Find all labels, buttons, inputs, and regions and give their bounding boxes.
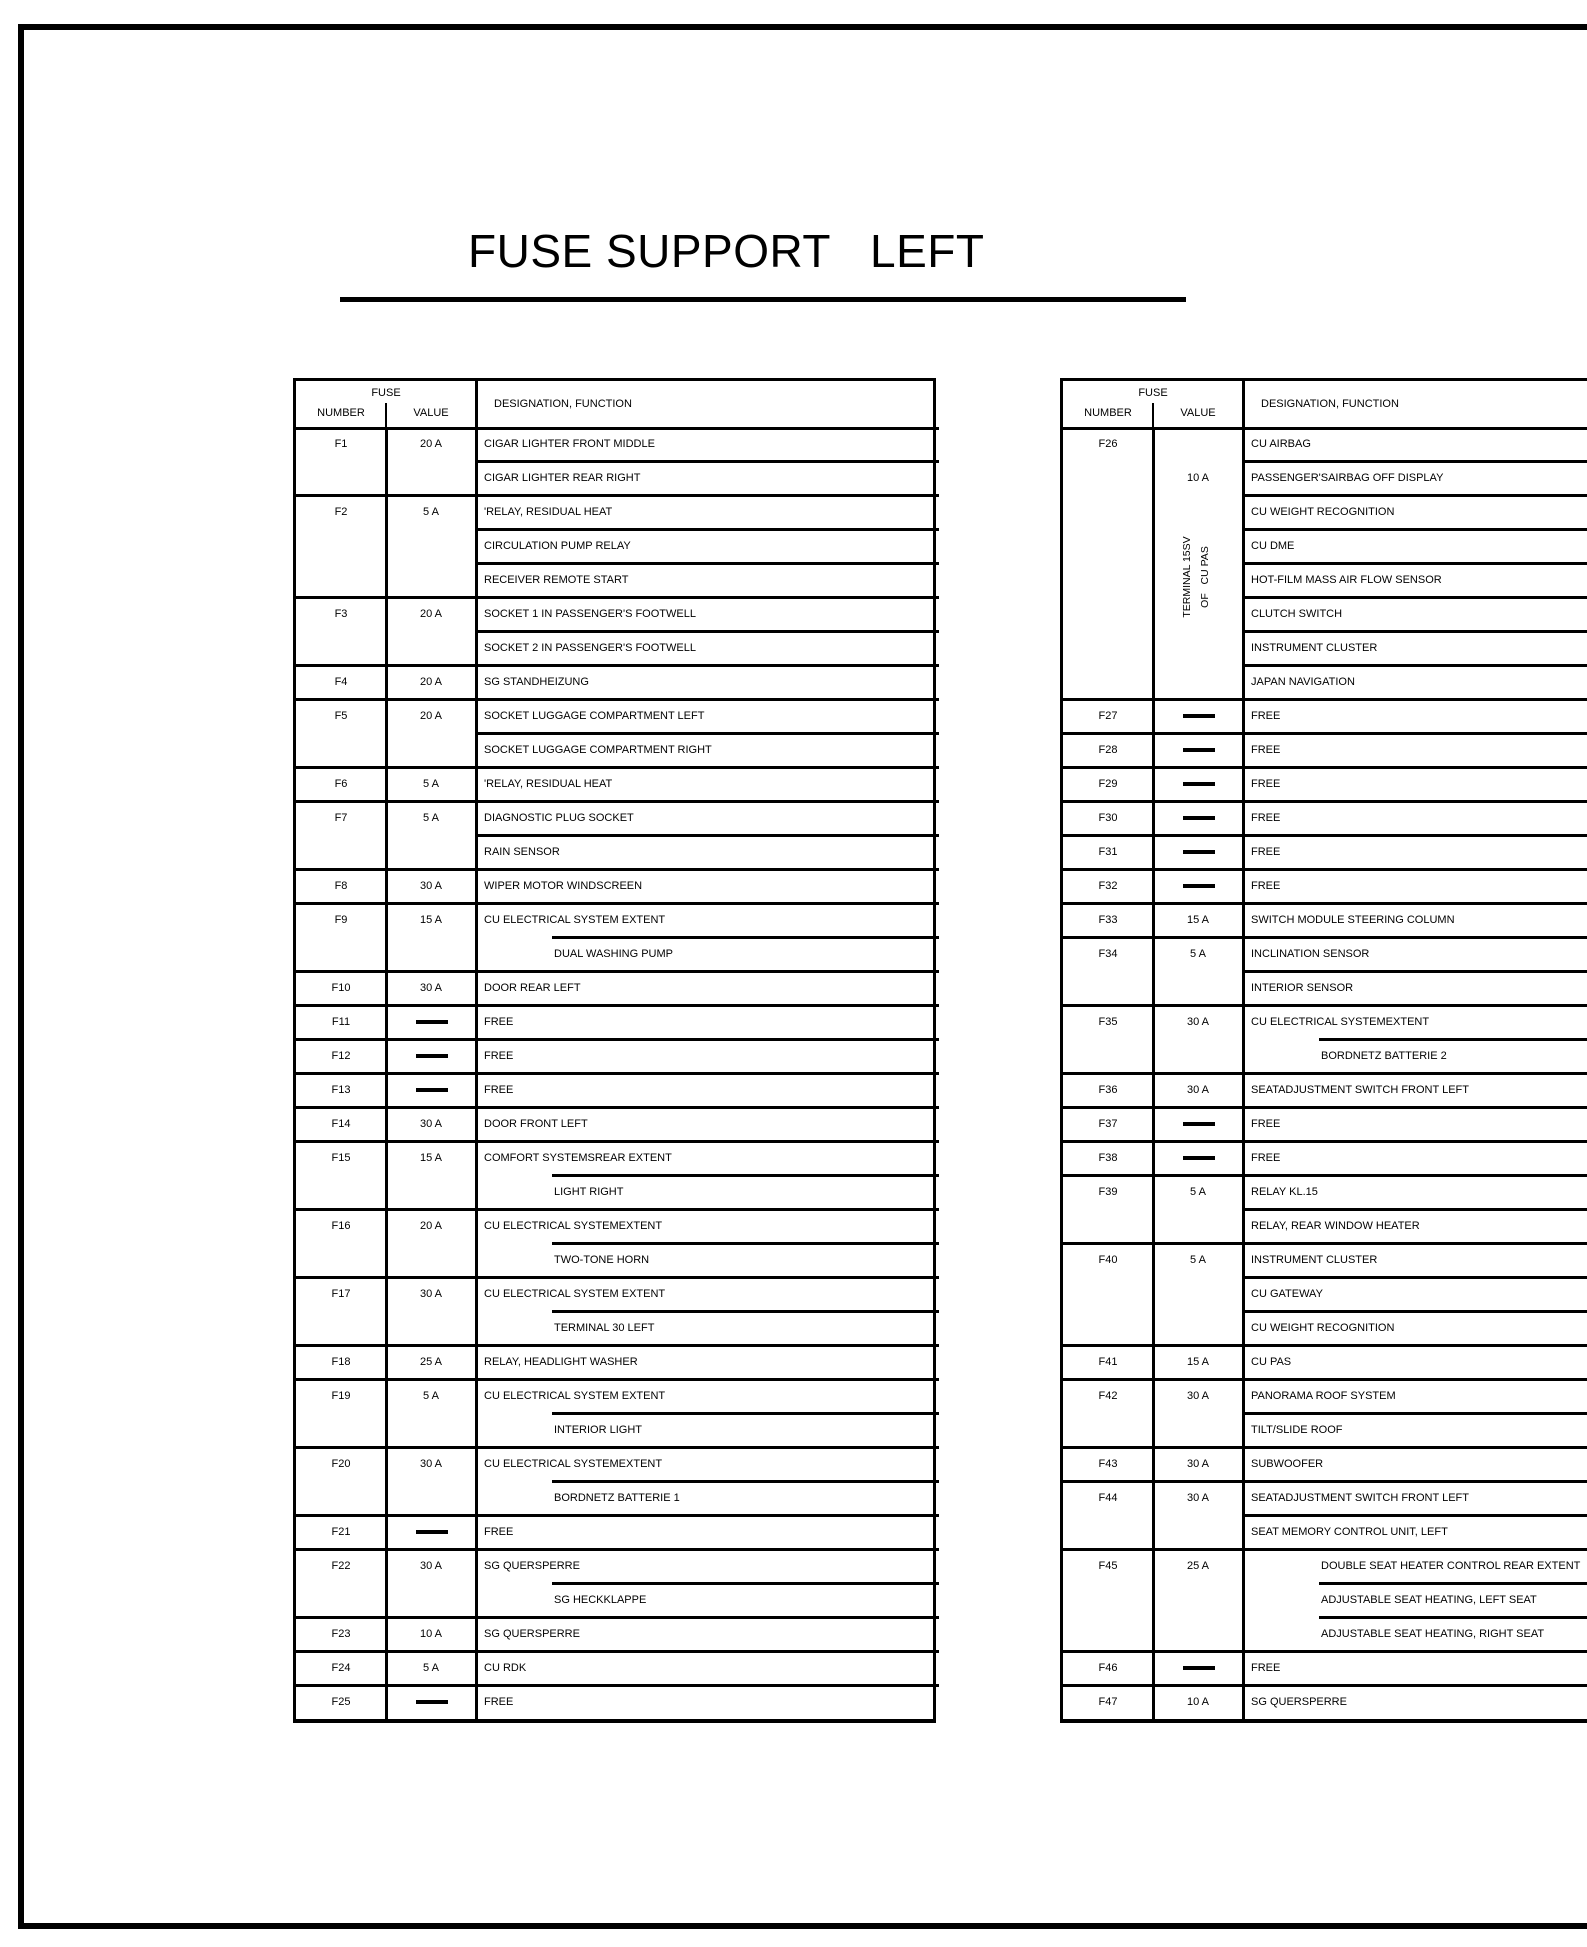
group-rule xyxy=(1063,1344,1587,1347)
fuse-row-f2-function: CIRCULATION PUMP RELAY xyxy=(484,540,631,552)
fuse-row-f39-number: F39 xyxy=(1098,1186,1118,1198)
fuse-row-f18-number: F18 xyxy=(331,1356,351,1368)
header-number: NUMBER xyxy=(317,407,365,419)
fuse-row-f10-number: F10 xyxy=(331,982,351,994)
fuse-row-f15-value: 15 A xyxy=(419,1152,443,1164)
fuse-row-f28-free-dash xyxy=(1183,748,1215,752)
fuse-row-f16-value: 20 A xyxy=(419,1220,443,1232)
fuse-row-f25-function: FREE xyxy=(484,1696,514,1708)
fuse-row-f42-function: PANORAMA ROOF SYSTEM xyxy=(1251,1390,1396,1402)
group-rule xyxy=(296,1072,939,1075)
fuse-row-f20-function: CU ELECTRICAL SYSTEMEXTENT xyxy=(484,1458,663,1470)
function-rule xyxy=(552,1412,939,1415)
fuse-row-f36-value: 30 A xyxy=(1186,1084,1210,1096)
group-rule xyxy=(1063,1446,1587,1449)
fuse-row-f20-function: BORDNETZ BATTERIE 1 xyxy=(554,1492,680,1504)
fuse-row-f12-number: F12 xyxy=(331,1050,351,1062)
group-rule xyxy=(1063,902,1587,905)
fuse-row-f14-value: 30 A xyxy=(419,1118,443,1130)
fuse-row-f40-function: CU GATEWAY xyxy=(1251,1288,1323,1300)
function-rule xyxy=(552,1242,939,1245)
fuse-row-f9-function: DUAL WASHING PUMP xyxy=(554,948,673,960)
fuse-row-f45-number: F45 xyxy=(1098,1560,1118,1572)
fuse-row-f39-value: 5 A xyxy=(1190,1186,1206,1198)
fuse-row-f37-number: F37 xyxy=(1098,1118,1118,1130)
fuse-row-f31-number: F31 xyxy=(1098,846,1118,858)
header-rule xyxy=(296,427,939,430)
fuse-row-f16-function: CU ELECTRICAL SYSTEMEXTENT xyxy=(484,1220,663,1232)
group-rule xyxy=(1063,1480,1587,1483)
fuse-row-f44-function: SEAT MEMORY CONTROL UNIT, LEFT xyxy=(1251,1526,1448,1538)
group-rule xyxy=(1063,1684,1587,1687)
fuse-row-f8-function: WIPER MOTOR WINDSCREEN xyxy=(484,880,643,892)
fuse-row-f13-number: F13 xyxy=(331,1084,351,1096)
fuse-row-f19-function: INTERIOR LIGHT xyxy=(554,1424,643,1436)
group-rule xyxy=(296,1106,939,1109)
group-rule xyxy=(1063,936,1587,939)
fuse-row-f24-number: F24 xyxy=(331,1662,351,1674)
fuse-row-f42-number: F42 xyxy=(1098,1390,1118,1402)
fuse-row-f18-function: RELAY, HEADLIGHT WASHER xyxy=(484,1356,638,1368)
fuse-row-f28-function: FREE xyxy=(1251,744,1281,756)
fuse-row-f21-free-dash xyxy=(416,1530,448,1534)
fuse-row-f2-number: F2 xyxy=(334,506,348,518)
group-rule xyxy=(1063,1140,1587,1143)
fuse-row-f35-number: F35 xyxy=(1098,1016,1118,1028)
function-rule xyxy=(1243,664,1587,667)
fuse-row-f26-function: CLUTCH SWITCH xyxy=(1251,608,1343,620)
fuse-row-f40-function: INSTRUMENT CLUSTER xyxy=(1251,1254,1378,1266)
fuse-row-f42-value: 30 A xyxy=(1186,1390,1210,1402)
fuse-row-f37-function: FREE xyxy=(1251,1118,1281,1130)
fuse-row-f37-free-dash xyxy=(1183,1122,1215,1126)
group-rule xyxy=(296,1208,939,1211)
function-rule xyxy=(1243,562,1587,565)
fuse-row-f9-number: F9 xyxy=(334,914,348,926)
fuse-row-f20-value: 30 A xyxy=(419,1458,443,1470)
group-rule xyxy=(1063,732,1587,735)
fuse-row-f23-number: F23 xyxy=(331,1628,351,1640)
fuse-row-f20-number: F20 xyxy=(331,1458,351,1470)
fuse-row-f40-value: 5 A xyxy=(1190,1254,1206,1266)
function-rule xyxy=(1243,970,1587,973)
fuse-row-f30-number: F30 xyxy=(1098,812,1118,824)
fuse-row-f38-function: FREE xyxy=(1251,1152,1281,1164)
function-rule xyxy=(1243,1208,1587,1211)
fuse-row-f3-function: SOCKET 2 IN PASSENGER'S FOOTWELL xyxy=(484,642,696,654)
fuse-row-f7-value: 5 A xyxy=(423,812,439,824)
fuse-row-f14-number: F14 xyxy=(331,1118,351,1130)
function-rule xyxy=(1243,630,1587,633)
fuse-row-f12-function: FREE xyxy=(484,1050,514,1062)
group-rule xyxy=(296,1548,939,1551)
fuse-row-f35-function: CU ELECTRICAL SYSTEMEXTENT xyxy=(1251,1016,1430,1028)
fuse-table-left xyxy=(293,378,936,1723)
fuse-row-f31-function: FREE xyxy=(1251,846,1281,858)
fuse-row-f44-value: 30 A xyxy=(1186,1492,1210,1504)
fuse-row-f44-function: SEATADJUSTMENT SWITCH FRONT LEFT xyxy=(1251,1492,1469,1504)
fuse-row-f32-number: F32 xyxy=(1098,880,1118,892)
fuse-row-f4-function: SG STANDHEIZUNG xyxy=(484,676,589,688)
fuse-row-f41-function: CU PAS xyxy=(1251,1356,1292,1368)
fuse-row-f3-function: SOCKET 1 IN PASSENGER'S FOOTWELL xyxy=(484,608,696,620)
function-rule xyxy=(1243,1276,1587,1279)
fuse-row-f31-free-dash xyxy=(1183,850,1215,854)
fuse-row-f14-function: DOOR FRONT LEFT xyxy=(484,1118,588,1130)
fuse-row-f39-function: RELAY, REAR WINDOW HEATER xyxy=(1251,1220,1420,1232)
fuse-row-f16-function: TWO-TONE HORN xyxy=(554,1254,650,1266)
header-divider xyxy=(1152,403,1154,427)
fuse-row-f6-value: 5 A xyxy=(423,778,439,790)
group-rule xyxy=(296,1140,939,1143)
fuse-row-f47-function: SG QUERSPERRE xyxy=(1251,1696,1347,1708)
fuse-row-f43-number: F43 xyxy=(1098,1458,1118,1470)
fuse-row-f34-value: 5 A xyxy=(1190,948,1206,960)
fuse-row-f26-function: JAPAN NAVIGATION xyxy=(1251,676,1355,688)
function-rule xyxy=(1319,1038,1587,1041)
function-rule xyxy=(1243,528,1587,531)
fuse-row-f15-function: COMFORT SYSTEMSREAR EXTENT xyxy=(484,1152,672,1164)
fuse-row-f21-function: FREE xyxy=(484,1526,514,1538)
fuse-row-f21-number: F21 xyxy=(331,1526,351,1538)
function-rule xyxy=(552,1174,939,1177)
function-rule xyxy=(1243,1514,1587,1517)
fuse-row-f5-function: SOCKET LUGGAGE COMPARTMENT RIGHT xyxy=(484,744,712,756)
fuse-row-f26-terminal-note: TERMINAL 15SV OF CU PAS xyxy=(1181,536,1211,618)
group-rule xyxy=(296,494,939,497)
fuse-row-f7-number: F7 xyxy=(334,812,348,824)
group-rule xyxy=(1063,766,1587,769)
function-rule xyxy=(476,834,939,837)
fuse-row-f5-function: SOCKET LUGGAGE COMPARTMENT LEFT xyxy=(484,710,705,722)
fuse-row-f24-value: 5 A xyxy=(423,1662,439,1674)
group-rule xyxy=(296,1650,939,1653)
fuse-row-f17-value: 30 A xyxy=(419,1288,443,1300)
fuse-row-f25-free-dash xyxy=(416,1700,448,1704)
fuse-row-f29-function: FREE xyxy=(1251,778,1281,790)
fuse-row-f38-number: F38 xyxy=(1098,1152,1118,1164)
group-rule xyxy=(296,800,939,803)
group-rule xyxy=(1063,1174,1587,1177)
group-rule xyxy=(296,1344,939,1347)
fuse-row-f17-number: F17 xyxy=(331,1288,351,1300)
fuse-row-f45-value: 25 A xyxy=(1186,1560,1210,1572)
fuse-row-f32-function: FREE xyxy=(1251,880,1281,892)
fuse-row-f26-function: INSTRUMENT CLUSTER xyxy=(1251,642,1378,654)
function-rule xyxy=(1319,1616,1587,1619)
header-value: VALUE xyxy=(1180,407,1216,419)
group-rule xyxy=(1063,1072,1587,1075)
fuse-row-f34-function: INCLINATION SENSOR xyxy=(1251,948,1370,960)
group-rule xyxy=(296,868,939,871)
header-designation: DESIGNATION, FUNCTION xyxy=(494,398,632,410)
header-fuse: FUSE xyxy=(1138,387,1168,399)
fuse-row-f1-number: F1 xyxy=(334,438,348,450)
header-value: VALUE xyxy=(413,407,449,419)
fuse-row-f45-function: ADJUSTABLE SEAT HEATING, LEFT SEAT xyxy=(1321,1594,1537,1606)
fuse-row-f23-function: SG QUERSPERRE xyxy=(484,1628,580,1640)
fuse-row-f36-number: F36 xyxy=(1098,1084,1118,1096)
group-rule xyxy=(296,1038,939,1041)
fuse-row-f9-value: 15 A xyxy=(419,914,443,926)
fuse-row-f5-number: F5 xyxy=(334,710,348,722)
column-divider xyxy=(475,381,478,1723)
fuse-row-f45-function: DOUBLE SEAT HEATER CONTROL REAR EXTENT xyxy=(1321,1560,1581,1572)
function-rule xyxy=(1243,494,1587,497)
fuse-row-f18-value: 25 A xyxy=(419,1356,443,1368)
fuse-row-f22-number: F22 xyxy=(331,1560,351,1572)
function-rule xyxy=(476,732,939,735)
fuse-row-f43-value: 30 A xyxy=(1186,1458,1210,1470)
fuse-row-f30-function: FREE xyxy=(1251,812,1281,824)
group-rule xyxy=(1063,1650,1587,1653)
fuse-row-f38-free-dash xyxy=(1183,1156,1215,1160)
function-rule xyxy=(476,460,939,463)
group-rule xyxy=(296,1616,939,1619)
group-rule xyxy=(1063,800,1587,803)
fuse-row-f40-function: CU WEIGHT RECOGNITION xyxy=(1251,1322,1395,1334)
fuse-row-f2-function: 'RELAY, RESIDUAL HEAT xyxy=(484,506,613,518)
fuse-row-f11-function: FREE xyxy=(484,1016,514,1028)
fuse-row-f17-function: TERMINAL 30 LEFT xyxy=(554,1322,655,1334)
fuse-row-f32-free-dash xyxy=(1183,884,1215,888)
fuse-row-f26-function: PASSENGER'SAIRBAG OFF DISPLAY xyxy=(1251,472,1444,484)
fuse-row-f10-function: DOOR REAR LEFT xyxy=(484,982,581,994)
page-title: FUSE SUPPORT LEFT xyxy=(468,225,985,277)
group-rule xyxy=(1063,868,1587,871)
group-rule xyxy=(296,1378,939,1381)
fuse-row-f33-value: 15 A xyxy=(1186,914,1210,926)
fuse-row-f27-free-dash xyxy=(1183,714,1215,718)
header-divider xyxy=(385,403,387,427)
fuse-row-f15-number: F15 xyxy=(331,1152,351,1164)
group-rule xyxy=(296,902,939,905)
group-rule xyxy=(1063,1106,1587,1109)
fuse-row-f4-number: F4 xyxy=(334,676,348,688)
fuse-row-f4-value: 20 A xyxy=(419,676,443,688)
function-rule xyxy=(1243,596,1587,599)
group-rule xyxy=(1063,1378,1587,1381)
fuse-row-f26-function: CU DME xyxy=(1251,540,1295,552)
fuse-row-f17-function: CU ELECTRICAL SYSTEM EXTENT xyxy=(484,1288,666,1300)
fuse-row-f26-value: 10 A xyxy=(1186,472,1210,484)
group-rule xyxy=(296,1446,939,1449)
group-rule xyxy=(296,766,939,769)
fuse-row-f46-function: FREE xyxy=(1251,1662,1281,1674)
fuse-row-f6-function: 'RELAY, RESIDUAL HEAT xyxy=(484,778,613,790)
fuse-row-f24-function: CU RDK xyxy=(484,1662,527,1674)
column-divider xyxy=(1242,381,1245,1723)
function-rule xyxy=(552,1480,939,1483)
header-rule xyxy=(1063,427,1587,430)
function-rule xyxy=(476,630,939,633)
fuse-row-f47-value: 10 A xyxy=(1186,1696,1210,1708)
group-rule xyxy=(1063,834,1587,837)
fuse-row-f29-number: F29 xyxy=(1098,778,1118,790)
group-rule xyxy=(296,664,939,667)
fuse-row-f43-function: SUBWOOFER xyxy=(1251,1458,1324,1470)
fuse-row-f26-number: F26 xyxy=(1098,438,1118,450)
fuse-row-f1-value: 20 A xyxy=(419,438,443,450)
fuse-row-f11-number: F11 xyxy=(331,1016,351,1028)
fuse-row-f42-function: TILT/SLIDE ROOF xyxy=(1251,1424,1343,1436)
fuse-row-f6-number: F6 xyxy=(334,778,348,790)
fuse-row-f8-value: 30 A xyxy=(419,880,443,892)
function-rule xyxy=(476,528,939,531)
function-rule xyxy=(1243,1412,1587,1415)
fuse-row-f45-function: ADJUSTABLE SEAT HEATING, RIGHT SEAT xyxy=(1321,1628,1545,1640)
fuse-row-f28-number: F28 xyxy=(1098,744,1118,756)
fuse-row-f15-function: LIGHT RIGHT xyxy=(554,1186,624,1198)
fuse-row-f9-function: CU ELECTRICAL SYSTEM EXTENT xyxy=(484,914,666,926)
fuse-row-f8-number: F8 xyxy=(334,880,348,892)
group-rule xyxy=(1063,1242,1587,1245)
fuse-row-f3-number: F3 xyxy=(334,608,348,620)
fuse-row-f47-number: F47 xyxy=(1098,1696,1118,1708)
group-rule xyxy=(1063,1004,1587,1007)
group-rule xyxy=(296,970,939,973)
fuse-row-f19-value: 5 A xyxy=(423,1390,439,1402)
fuse-row-f11-free-dash xyxy=(416,1020,448,1024)
group-rule xyxy=(296,596,939,599)
fuse-row-f1-function: CIGAR LIGHTER FRONT MIDDLE xyxy=(484,438,655,450)
fuse-row-f22-function: SG QUERSPERRE xyxy=(484,1560,580,1572)
fuse-row-f29-free-dash xyxy=(1183,782,1215,786)
fuse-row-f7-function: DIAGNOSTIC PLUG SOCKET xyxy=(484,812,634,824)
fuse-row-f41-number: F41 xyxy=(1098,1356,1118,1368)
fuse-row-f2-value: 5 A xyxy=(423,506,439,518)
fuse-row-f30-free-dash xyxy=(1183,816,1215,820)
fuse-row-f1-function: CIGAR LIGHTER REAR RIGHT xyxy=(484,472,641,484)
fuse-row-f34-number: F34 xyxy=(1098,948,1118,960)
column-divider-number xyxy=(1152,427,1155,699)
function-rule xyxy=(1243,460,1587,463)
fuse-row-f33-function: SWITCH MODULE STEERING COLUMN xyxy=(1251,914,1455,926)
fuse-row-f16-number: F16 xyxy=(331,1220,351,1232)
header-designation: DESIGNATION, FUNCTION xyxy=(1261,398,1399,410)
fuse-row-f46-number: F46 xyxy=(1098,1662,1118,1674)
function-rule xyxy=(1243,1310,1587,1313)
fuse-row-f10-value: 30 A xyxy=(419,982,443,994)
function-rule xyxy=(552,1310,939,1313)
fuse-row-f41-value: 15 A xyxy=(1186,1356,1210,1368)
fuse-row-f3-value: 20 A xyxy=(419,608,443,620)
fuse-row-f27-function: FREE xyxy=(1251,710,1281,722)
fuse-row-f26-function: CU WEIGHT RECOGNITION xyxy=(1251,506,1395,518)
fuse-row-f26-function: CU AIRBAG xyxy=(1251,438,1311,450)
fuse-row-f7-function: RAIN SENSOR xyxy=(484,846,560,858)
function-rule xyxy=(1319,1582,1587,1585)
fuse-row-f23-value: 10 A xyxy=(419,1628,443,1640)
fuse-row-f25-number: F25 xyxy=(331,1696,351,1708)
fuse-row-f33-number: F33 xyxy=(1098,914,1118,926)
fuse-row-f46-free-dash xyxy=(1183,1666,1215,1670)
fuse-row-f44-number: F44 xyxy=(1098,1492,1118,1504)
fuse-row-f39-function: RELAY KL.15 xyxy=(1251,1186,1318,1198)
fuse-row-f36-function: SEATADJUSTMENT SWITCH FRONT LEFT xyxy=(1251,1084,1469,1096)
group-rule xyxy=(296,698,939,701)
fuse-row-f13-free-dash xyxy=(416,1088,448,1092)
fuse-row-f19-function: CU ELECTRICAL SYSTEM EXTENT xyxy=(484,1390,666,1402)
group-rule xyxy=(1063,1548,1587,1551)
fuse-row-f34-function: INTERIOR SENSOR xyxy=(1251,982,1354,994)
fuse-row-f35-function: BORDNETZ BATTERIE 2 xyxy=(1321,1050,1447,1062)
header-number: NUMBER xyxy=(1084,407,1132,419)
fuse-row-f40-number: F40 xyxy=(1098,1254,1118,1266)
group-rule xyxy=(296,1514,939,1517)
fuse-row-f22-value: 30 A xyxy=(419,1560,443,1572)
fuse-row-f13-function: FREE xyxy=(484,1084,514,1096)
fuse-row-f27-number: F27 xyxy=(1098,710,1118,722)
group-rule xyxy=(296,1276,939,1279)
group-rule xyxy=(296,1684,939,1687)
function-rule xyxy=(552,1582,939,1585)
fuse-row-f19-number: F19 xyxy=(331,1390,351,1402)
fuse-row-f26-function: HOT-FILM MASS AIR FLOW SENSOR xyxy=(1251,574,1442,586)
group-rule xyxy=(1063,698,1587,701)
function-rule xyxy=(552,936,939,939)
fuse-row-f22-function: SG HECKKLAPPE xyxy=(554,1594,647,1606)
fuse-table-right xyxy=(1060,378,1587,1723)
group-rule xyxy=(296,1004,939,1007)
fuse-row-f2-function: RECEIVER REMOTE START xyxy=(484,574,629,586)
fuse-row-f35-value: 30 A xyxy=(1186,1016,1210,1028)
fuse-row-f12-free-dash xyxy=(416,1054,448,1058)
fuse-row-f5-value: 20 A xyxy=(419,710,443,722)
function-rule xyxy=(476,562,939,565)
header-fuse: FUSE xyxy=(371,387,401,399)
title-underline xyxy=(340,297,1186,302)
